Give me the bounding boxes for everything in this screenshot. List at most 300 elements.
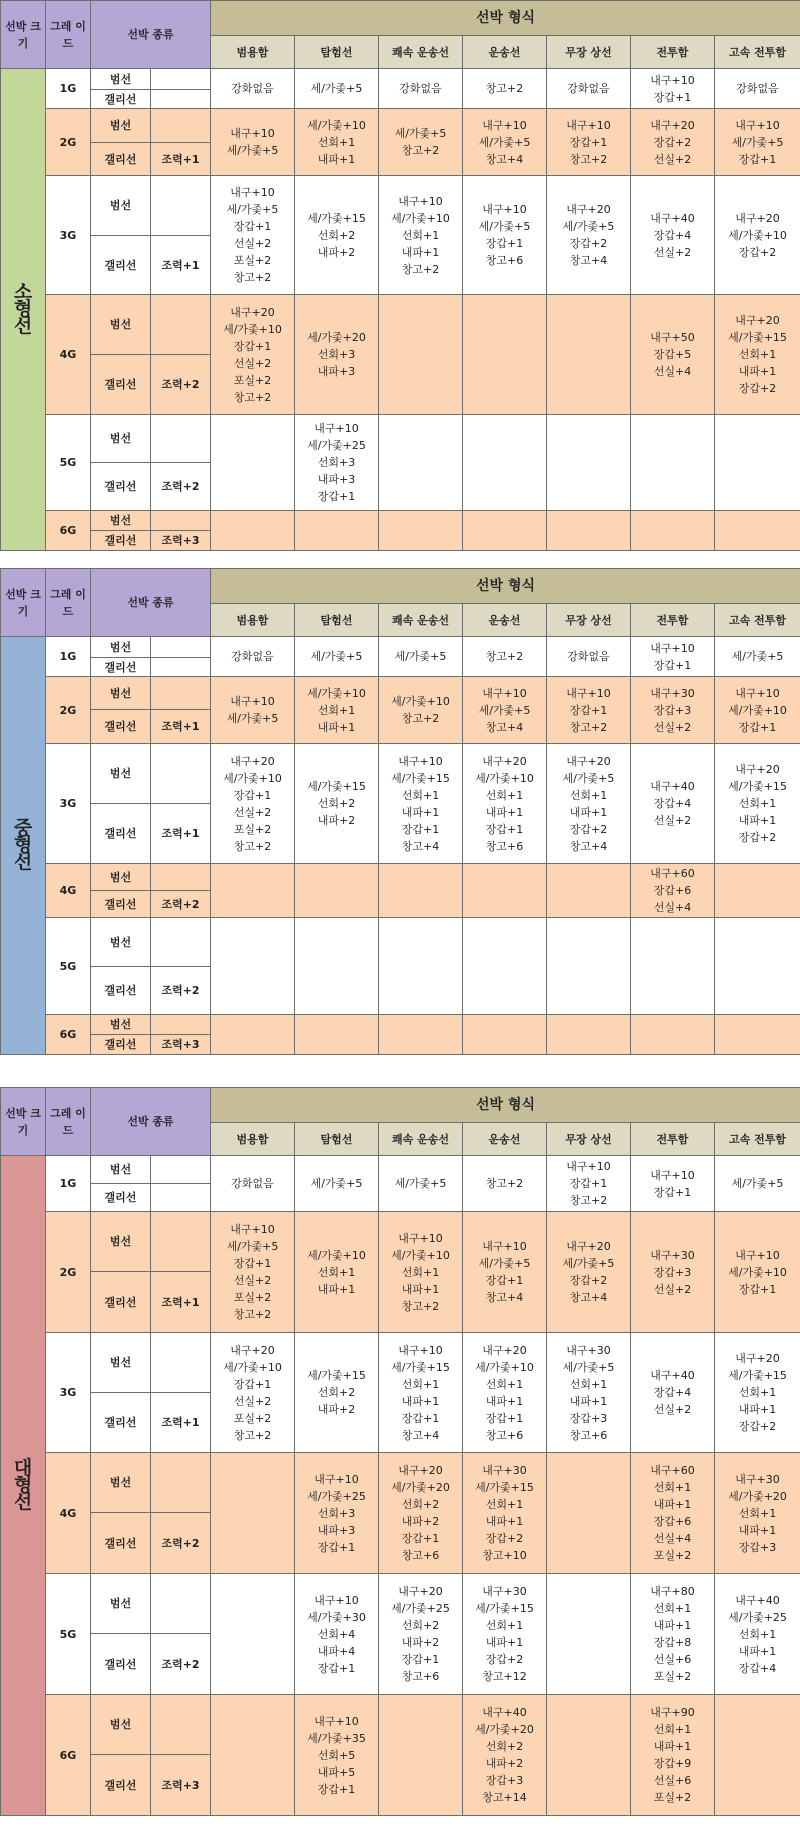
oar-bonus-empty xyxy=(151,1574,211,1634)
ship-table xyxy=(0,0,800,551)
stat-line: 장갑+2 xyxy=(485,1532,524,1545)
stat-line: 선실+4 xyxy=(653,901,692,914)
oar-bonus xyxy=(151,1184,211,1212)
stat-line: 세/가좇+15 xyxy=(391,1360,450,1374)
stat-line: 장갑+1 xyxy=(738,1282,777,1296)
stat-line: 선회+2 xyxy=(317,797,356,810)
stat-line: 내구+10 xyxy=(650,1168,695,1182)
oar-bonus: 조력+2 xyxy=(151,891,211,918)
stat-line: 창고+4 xyxy=(401,839,440,853)
ship-kind-sail: 범선 xyxy=(91,918,151,967)
stat-cell xyxy=(715,176,800,295)
stat-line: 세/가좇+25 xyxy=(728,1610,787,1624)
stat-line: 창고+2 xyxy=(401,144,440,157)
stat-line: 선회+2 xyxy=(317,1386,356,1399)
column-header: 전투함 xyxy=(631,604,715,637)
stat-line: 창고+2 xyxy=(233,839,272,853)
grade-row xyxy=(1,864,800,891)
oar-bonus-empty xyxy=(151,1453,211,1513)
stat-line: 내파+1 xyxy=(485,1636,524,1649)
column-header: 전투함 xyxy=(631,1123,715,1156)
stat-line: 내구+40 xyxy=(650,1369,695,1382)
stat-line: 내구+10 xyxy=(398,1343,443,1357)
stat-line: 선회+1 xyxy=(401,788,440,802)
stat-line: 내구+10 xyxy=(735,118,780,132)
stat-line: 창고+4 xyxy=(569,254,608,267)
oar-bonus: 조력+1 xyxy=(151,236,211,295)
oar-bonus-empty xyxy=(151,1695,211,1755)
stat-line: 세/가좇+25 xyxy=(307,439,366,452)
stat-cell xyxy=(715,511,800,551)
ship-kind-galley: 갤리선 xyxy=(91,804,151,864)
stat-line: 장갑+1 xyxy=(401,1653,440,1666)
stat-cell xyxy=(715,1695,800,1816)
stat-cell xyxy=(211,415,295,511)
header-ship-size: 선박 크기 xyxy=(1,1088,46,1156)
stat-line: 세/가좇+15 xyxy=(307,211,366,225)
stat-line: 세/가좇+5 xyxy=(310,1177,363,1190)
oar-bonus: 조력+3 xyxy=(151,531,211,551)
stat-line: 세/가좇+5 xyxy=(226,203,279,216)
stat-cell xyxy=(463,176,547,295)
stat-line: 세/가좇+5 xyxy=(478,135,531,149)
stat-cell xyxy=(547,1453,631,1574)
stat-cell xyxy=(547,69,631,109)
stat-line: 선회+4 xyxy=(317,1627,356,1641)
stat-cell xyxy=(631,1453,715,1574)
stat-cell xyxy=(463,1333,547,1453)
stat-line: 내구+10 xyxy=(566,1160,611,1173)
ship-kind-galley: 갤리선 xyxy=(91,1035,151,1055)
ship-size-char: 형 xyxy=(13,834,33,856)
stat-line: 세/가좇+5 xyxy=(562,771,615,785)
stat-line: 장갑+6 xyxy=(653,884,692,897)
stat-line: 내구+20 xyxy=(735,211,780,225)
stat-line: 세/가좇+15 xyxy=(307,780,366,793)
stat-line: 포실+2 xyxy=(233,254,272,267)
stat-line: 내파+1 xyxy=(401,245,440,259)
oar-bonus-empty xyxy=(151,864,211,891)
grade-label: 6G xyxy=(46,1695,91,1816)
column-header: 고속 전투함 xyxy=(715,36,800,69)
stat-line: 장갑+1 xyxy=(485,822,524,836)
stat-line: 내구+10 xyxy=(314,1714,359,1728)
stat-cell xyxy=(631,1574,715,1695)
stat-line: 내구+10 xyxy=(314,422,359,435)
stat-line: 내파+1 xyxy=(653,1740,692,1753)
ship-size-char: 선 xyxy=(13,315,33,337)
stat-line: 장갑+2 xyxy=(569,822,608,836)
stat-line: 창고+2 xyxy=(569,720,608,734)
stat-cell xyxy=(463,864,547,918)
stat-line: 세/가좇+10 xyxy=(728,228,787,242)
stat-cell xyxy=(295,1574,379,1695)
stat-cell xyxy=(715,1015,800,1055)
stat-line: 세/가좇+10 xyxy=(223,771,282,785)
header-row xyxy=(1,569,800,604)
stat-line: 선회+1 xyxy=(569,1377,608,1391)
stat-line: 내구+20 xyxy=(230,1343,275,1357)
oar-bonus-empty xyxy=(151,295,211,355)
stat-cell xyxy=(547,1574,631,1695)
ship-kind-sail: 범선 xyxy=(91,1695,151,1755)
column-header: 무장 상선 xyxy=(547,1123,631,1156)
stat-line: 장갑+9 xyxy=(653,1757,692,1770)
header-ship-type: 선박 종류 xyxy=(91,1088,211,1156)
stat-line: 강화없음 xyxy=(231,82,274,95)
stat-cell xyxy=(547,677,631,744)
stat-line: 창고+6 xyxy=(569,1428,608,1442)
stat-line: 장갑+2 xyxy=(738,245,777,259)
ship-size-char: 형 xyxy=(13,1474,33,1496)
stat-line: 내구+20 xyxy=(735,1352,780,1365)
stat-cell xyxy=(463,1015,547,1055)
stat-line: 창고+6 xyxy=(485,1428,524,1442)
stat-line: 선실+6 xyxy=(653,1774,692,1787)
stat-line: 선회+1 xyxy=(485,1619,524,1632)
stat-line: 창고+4 xyxy=(485,1291,524,1304)
stat-line: 내파+3 xyxy=(317,473,356,486)
stat-line: 내파+2 xyxy=(317,1403,356,1416)
oar-bonus-empty xyxy=(151,677,211,710)
stat-line: 장갑+3 xyxy=(653,1265,692,1279)
header-ship-form: 선박 형식 xyxy=(211,1088,800,1123)
stat-line: 장갑+8 xyxy=(653,1636,692,1649)
ship-kind-galley: 갤리선 xyxy=(91,1755,151,1816)
stat-cell xyxy=(211,918,295,1015)
header-grade: 그레 이드 xyxy=(46,1088,91,1156)
stat-cell xyxy=(463,511,547,551)
stat-cell xyxy=(295,176,379,295)
stat-line: 내구+30 xyxy=(650,1248,695,1262)
stat-line: 내파+1 xyxy=(569,805,608,819)
header-grade: 그레 이드 xyxy=(46,1,91,69)
oar-bonus-empty xyxy=(151,511,211,531)
ship-kind-galley: 갤리선 xyxy=(91,1184,151,1212)
stat-line: 세/가좇+5 xyxy=(226,1240,279,1253)
stat-line: 내구+10 xyxy=(482,1240,527,1253)
stat-line: 장갑+2 xyxy=(569,1274,608,1287)
ship-kind-galley: 갤리선 xyxy=(91,658,151,677)
stat-cell xyxy=(379,918,463,1015)
column-header: 전투함 xyxy=(631,36,715,69)
stat-cell xyxy=(715,415,800,511)
stat-cell xyxy=(379,1156,463,1212)
stat-cell xyxy=(631,1015,715,1055)
size-section-table xyxy=(0,0,800,551)
oar-bonus-empty xyxy=(151,918,211,967)
stat-line: 선회+1 xyxy=(401,1265,440,1279)
column-header: 범용함 xyxy=(211,1123,295,1156)
stat-cell xyxy=(211,744,295,864)
grade-label: 4G xyxy=(46,295,91,415)
stat-line: 세/가좇+5 xyxy=(478,1257,531,1270)
grade-row xyxy=(1,677,800,710)
stat-line: 내파+2 xyxy=(317,245,356,259)
stat-line: 세/가좇+35 xyxy=(307,1731,366,1745)
stat-line: 창고+2 xyxy=(233,1308,272,1321)
stat-line: 내구+20 xyxy=(482,1343,527,1357)
stat-line: 선실+2 xyxy=(653,1403,692,1416)
stat-cell xyxy=(211,1156,295,1212)
grade-row xyxy=(1,511,800,531)
stat-cell xyxy=(547,295,631,415)
stat-cell xyxy=(295,918,379,1015)
stat-cell xyxy=(547,1333,631,1453)
stat-line: 장갑+1 xyxy=(738,720,777,734)
stat-line: 내파+1 xyxy=(738,1403,777,1416)
stat-cell xyxy=(547,744,631,864)
stat-cell xyxy=(631,918,715,1015)
header-ship-type: 선박 종류 xyxy=(91,569,211,637)
stat-line: 내파+2 xyxy=(401,1515,440,1528)
column-header: 고속 전투함 xyxy=(715,1123,800,1156)
ship-kind-sail: 범선 xyxy=(91,1015,151,1035)
stat-cell xyxy=(211,1574,295,1695)
stat-cell xyxy=(631,744,715,864)
stat-line: 세/가좇+20 xyxy=(307,331,366,344)
stat-cell xyxy=(547,864,631,918)
stat-cell xyxy=(379,109,463,176)
stat-cell xyxy=(295,1212,379,1333)
ship-kind-galley: 갤리선 xyxy=(91,1513,151,1574)
stat-line: 세/가좇+10 xyxy=(728,1265,787,1279)
stat-line: 창고+4 xyxy=(569,839,608,853)
stat-cell xyxy=(631,637,715,677)
stat-line: 내구+10 xyxy=(650,73,695,87)
oar-bonus-empty xyxy=(151,415,211,463)
stat-line: 내구+10 xyxy=(230,127,275,140)
stat-line: 강화없음 xyxy=(399,82,442,95)
stat-cell xyxy=(715,1574,800,1695)
stat-line: 내파+1 xyxy=(401,1282,440,1296)
stat-line: 선회+1 xyxy=(485,788,524,802)
stat-cell xyxy=(547,918,631,1015)
size-section-table xyxy=(0,568,800,1055)
stat-line: 세/가좇+5 xyxy=(394,127,447,140)
stat-line: 내구+10 xyxy=(566,118,611,132)
stat-cell xyxy=(463,677,547,744)
stat-cell xyxy=(211,109,295,176)
stat-line: 장갑+2 xyxy=(738,831,777,844)
oar-bonus: 조력+2 xyxy=(151,1634,211,1695)
ship-kind-sail: 범선 xyxy=(91,677,151,710)
stat-line: 내구+50 xyxy=(650,331,695,344)
stat-cell xyxy=(463,918,547,1015)
stat-line: 세/가좇+20 xyxy=(475,1723,534,1736)
stat-line: 내파+1 xyxy=(569,1394,608,1408)
oar-bonus xyxy=(151,658,211,677)
stat-line: 내구+30 xyxy=(566,1343,611,1357)
stat-line: 세/가좇+5 xyxy=(478,703,531,717)
stat-line: 포실+2 xyxy=(653,1670,692,1683)
stat-cell xyxy=(295,295,379,415)
stat-cell xyxy=(463,744,547,864)
stat-line: 선회+1 xyxy=(485,1498,524,1511)
stat-line: 장갑+1 xyxy=(317,1661,356,1675)
stat-line: 내파+4 xyxy=(317,1644,356,1658)
header-ship-size: 선박 크기 xyxy=(1,569,46,637)
grade-row xyxy=(1,637,800,658)
stat-line: 선회+3 xyxy=(317,348,356,361)
grade-row xyxy=(1,1156,800,1184)
stat-line: 선실+2 xyxy=(233,1274,272,1287)
stat-line: 창고+6 xyxy=(485,839,524,853)
stat-line: 창고+4 xyxy=(485,720,524,734)
stat-line: 장갑+1 xyxy=(317,1540,356,1554)
oar-bonus: 조력+3 xyxy=(151,1035,211,1055)
stat-cell xyxy=(295,677,379,744)
stat-cell xyxy=(547,176,631,295)
stat-line: 세/가좇+25 xyxy=(391,1602,450,1615)
stat-line: 내구+40 xyxy=(735,1593,780,1607)
stat-cell xyxy=(379,1212,463,1333)
stat-line: 내구+10 xyxy=(230,695,275,708)
column-header: 범용함 xyxy=(211,36,295,69)
stat-line: 내구+10 xyxy=(735,686,780,700)
stat-cell xyxy=(379,744,463,864)
stat-line: 선회+1 xyxy=(401,1377,440,1391)
column-header: 범용함 xyxy=(211,604,295,637)
stat-line: 세/가좇+5 xyxy=(731,135,784,149)
stat-line: 내파+1 xyxy=(738,1644,777,1658)
stat-line: 선회+3 xyxy=(317,1506,356,1520)
oar-bonus: 조력+1 xyxy=(151,1272,211,1333)
stat-line: 선회+1 xyxy=(317,1265,356,1279)
stat-line: 세/가좇+15 xyxy=(728,780,787,793)
oar-bonus-empty xyxy=(151,109,211,143)
stat-line: 장갑+1 xyxy=(233,220,272,233)
stat-line: 창고+2 xyxy=(401,712,440,725)
stat-cell xyxy=(547,109,631,176)
stat-line: 창고+2 xyxy=(233,1428,272,1442)
stat-line: 내구+10 xyxy=(650,641,695,655)
stat-line: 선실+2 xyxy=(653,152,692,166)
stat-cell xyxy=(379,864,463,918)
stat-line: 내파+1 xyxy=(653,1619,692,1632)
grade-row xyxy=(1,295,800,355)
grade-label: 3G xyxy=(46,176,91,295)
ship-size-char: 선 xyxy=(13,851,33,873)
stat-cell xyxy=(715,1212,800,1333)
stat-line: 선회+1 xyxy=(485,1377,524,1391)
stat-line: 장갑+2 xyxy=(569,237,608,250)
ship-table xyxy=(0,568,800,1055)
grade-label: 3G xyxy=(46,744,91,864)
stat-line: 장갑+1 xyxy=(401,1411,440,1425)
stat-cell xyxy=(295,744,379,864)
stat-line: 내파+3 xyxy=(317,365,356,378)
stat-line: 내구+10 xyxy=(230,1223,275,1236)
stat-line: 장갑+2 xyxy=(485,1653,524,1666)
stat-line: 내파+2 xyxy=(401,1636,440,1649)
stat-line: 장갑+3 xyxy=(738,1540,777,1554)
stat-cell xyxy=(295,1333,379,1453)
stat-line: 세/가좇+5 xyxy=(226,712,279,725)
oar-bonus: 조력+1 xyxy=(151,1393,211,1453)
stat-cell xyxy=(463,415,547,511)
stat-cell xyxy=(463,1212,547,1333)
stat-line: 강화없음 xyxy=(231,1177,274,1190)
ship-kind-sail: 범선 xyxy=(91,637,151,658)
stat-line: 내구+20 xyxy=(650,118,695,132)
stat-line: 선실+2 xyxy=(653,1282,692,1296)
stat-cell xyxy=(379,69,463,109)
stat-cell xyxy=(631,415,715,511)
stat-line: 선회+1 xyxy=(653,1723,692,1736)
stat-line: 내파+1 xyxy=(653,1498,692,1511)
stat-line: 선실+2 xyxy=(233,356,272,370)
stat-line: 세/가좇+15 xyxy=(728,1369,787,1382)
stat-cell xyxy=(211,511,295,551)
stat-cell xyxy=(379,1333,463,1453)
grade-row xyxy=(1,415,800,463)
stat-cell xyxy=(715,918,800,1015)
header-row xyxy=(1,1,800,36)
ship-kind-galley: 갤리선 xyxy=(91,143,151,176)
grade-label: 4G xyxy=(46,864,91,918)
ship-kind-galley: 갤리선 xyxy=(91,236,151,295)
stat-line: 내구+10 xyxy=(398,194,443,208)
stat-line: 내구+20 xyxy=(230,754,275,768)
stat-line: 창고+4 xyxy=(485,152,524,166)
stat-line: 세/가좇+15 xyxy=(307,1369,366,1382)
stat-cell xyxy=(211,637,295,677)
stat-line: 선회+1 xyxy=(738,348,777,361)
stat-line: 선회+2 xyxy=(317,228,356,242)
stat-line: 장갑+1 xyxy=(317,490,356,503)
stat-line: 내구+20 xyxy=(482,754,527,768)
ship-size-category xyxy=(1,1156,46,1816)
grade-label: 2G xyxy=(46,677,91,744)
stat-line: 선회+1 xyxy=(569,788,608,802)
stat-line: 선회+1 xyxy=(317,703,356,717)
stat-cell xyxy=(295,69,379,109)
ship-kind-galley: 갤리선 xyxy=(91,1393,151,1453)
stat-cell xyxy=(547,511,631,551)
stat-cell xyxy=(715,677,800,744)
stat-cell xyxy=(211,1212,295,1333)
stat-cell xyxy=(631,511,715,551)
ship-kind-sail: 범선 xyxy=(91,1574,151,1634)
stat-line: 장갑+3 xyxy=(653,703,692,717)
stat-cell xyxy=(463,637,547,677)
stat-cell xyxy=(295,415,379,511)
stat-line: 내구+40 xyxy=(482,1706,527,1719)
stat-line: 세/가좇+10 xyxy=(223,1360,282,1374)
stat-line: 세/가좇+5 xyxy=(731,650,784,663)
stat-cell xyxy=(379,295,463,415)
ship-kind-sail: 범선 xyxy=(91,1333,151,1393)
oar-bonus: 조력+1 xyxy=(151,804,211,864)
stat-cell xyxy=(463,69,547,109)
grade-row xyxy=(1,1453,800,1513)
stat-line: 세/가좇+10 xyxy=(391,1248,450,1262)
stat-line: 세/가좇+5 xyxy=(310,82,363,95)
stat-line: 장갑+5 xyxy=(653,348,692,361)
stat-line: 선실+2 xyxy=(233,1394,272,1408)
ship-size-char: 형 xyxy=(13,298,33,320)
stat-line: 강화없음 xyxy=(567,82,610,95)
stat-cell xyxy=(547,415,631,511)
stat-line: 내파+1 xyxy=(317,152,356,166)
column-header: 쾌속 운송선 xyxy=(379,1123,463,1156)
stat-line: 내파+1 xyxy=(401,805,440,819)
ship-kind-galley: 갤리선 xyxy=(91,891,151,918)
ship-kind-galley: 갤리선 xyxy=(91,1272,151,1333)
stat-cell xyxy=(463,109,547,176)
stat-line: 내구+20 xyxy=(566,754,611,768)
